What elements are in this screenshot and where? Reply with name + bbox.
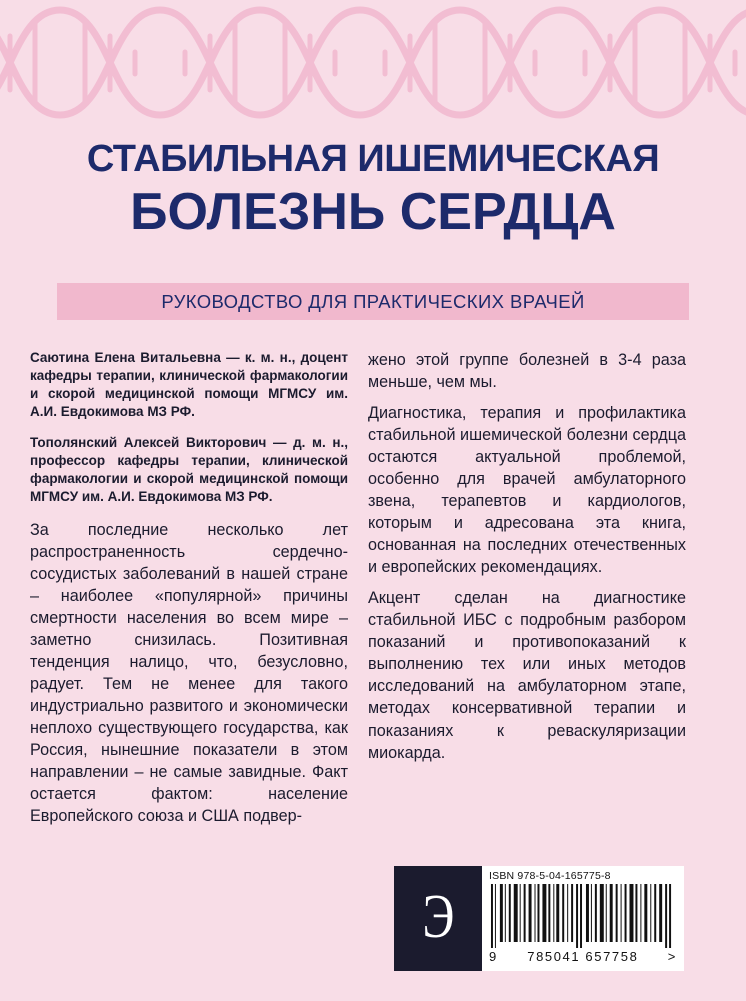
dna-helix-decoration: [0, 0, 746, 132]
book-title: [0, 140, 746, 241]
barcode-digit-prefix: 9: [489, 949, 498, 964]
publisher-logo-glyph: Э: [422, 882, 454, 951]
barcode-digit-main: 785041 657758: [527, 949, 639, 964]
title-line-2: БОЛЕЗНЬ СЕРДЦА: [130, 182, 616, 241]
title-line-1: СТАБИЛЬНАЯ ИШЕМИЧЕСКАЯ: [86, 138, 660, 180]
barcode-bars: [489, 884, 677, 948]
blurb-paragraph-right-2: Диагностика, терапия и профилактика стабильной ишемической болезни сердца остаются актуальной проблемой, особенно для врачей амбулаторного звена, терапевтов и кардиологов, которым и адресована эта книга, основанная на последних отечественных и европейских рекомендациях.: [368, 404, 686, 577]
subtitle-text: РУКОВОДСТВО ДЛЯ ПРАКТИЧЕСКИХ ВРАЧЕЙ: [161, 290, 585, 312]
isbn-text: ISBN 978-5-04-165775-8: [489, 870, 611, 882]
barcode-digits: [489, 949, 677, 964]
blurb-paragraph-right-1: жено этой группе болезней в 3-4 раза меньше, чем мы.: [368, 351, 686, 392]
right-column: [368, 349, 686, 773]
publisher-logo: [394, 866, 482, 971]
blurb-paragraph-left-1: За последние несколько лет распространенность сердечно-сосудистых заболеваний в нашей стране – наиболее «популярной» причины смертности населения во всем мире – заметно снизилась. Позитивная тенденция налицо, что, безусловно, радует. Тем не менее для такого индустриально развитого и экономически неплохо существующего государства, как Россия, нынешние показатели в этом направлении – не самые завидные. Факт остается фактом: население Европейского союза и США подвер-: [30, 520, 348, 826]
barcode-area: [394, 866, 684, 971]
isbn-barcode: [482, 866, 684, 971]
author-bio-1: Саютина Елена Витальевна — к. м. н., доцент кафедры терапии, клинической фармакологии и скорой медицинской помощи МГМСУ им. А.И. Евдокимова МЗ РФ.: [30, 350, 348, 419]
left-column: [30, 349, 348, 836]
subtitle-banner: [57, 283, 689, 320]
author-bio-2: Тополянский Алексей Викторович — д. м. н., профессор кафедры терапии, клинической фармакологии и скорой медицинской помощи МГМСУ им. А.И. Евдокимова МЗ РФ.: [30, 434, 348, 504]
barcode-digit-suffix: >: [667, 949, 677, 964]
blurb-paragraph-right-3: Акцент сделан на диагностике стабильной ИБС с подробным разбором показаний и противопоказаний к выполнению тех или иных методов исследований на амбулаторном этапе, методах консервативной терапии и показаниях к реваскуляризации миокарда.: [368, 589, 686, 762]
